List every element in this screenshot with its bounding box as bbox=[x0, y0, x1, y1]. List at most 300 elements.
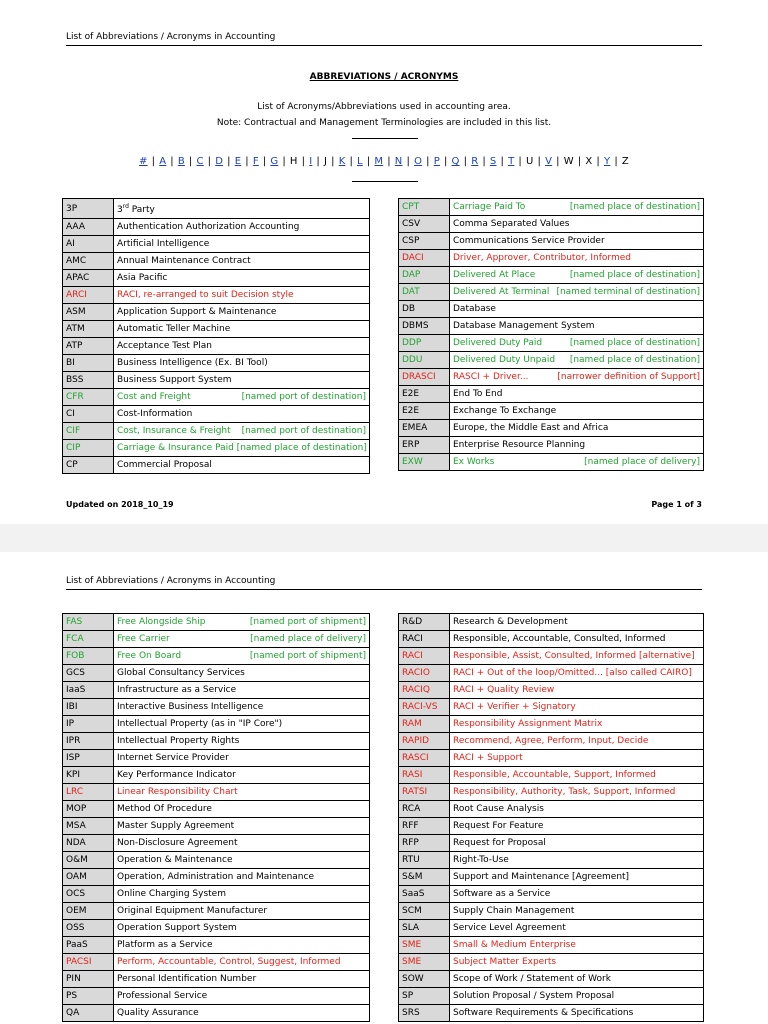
definition-text: Non-Disclosure Agreement bbox=[117, 838, 238, 848]
abbreviation-cell: OSS bbox=[63, 920, 114, 937]
definition-note: [named place of destination] bbox=[569, 270, 700, 280]
table-row bbox=[399, 699, 704, 716]
letter-separator: | bbox=[443, 156, 448, 167]
letter-link-p[interactable]: P bbox=[433, 156, 440, 167]
definition-cell bbox=[450, 937, 704, 954]
table-row bbox=[63, 954, 370, 971]
definition-cell bbox=[450, 971, 704, 988]
table-row bbox=[399, 199, 704, 216]
table-row bbox=[63, 304, 370, 321]
definition-text: Key Performance Indicator bbox=[117, 770, 236, 780]
definition-cell bbox=[114, 631, 370, 648]
table-row bbox=[399, 454, 704, 471]
abbreviation-cell: MSA bbox=[63, 818, 114, 835]
definition-cell bbox=[114, 971, 370, 988]
table-row bbox=[399, 784, 704, 801]
definition-cell bbox=[114, 338, 370, 355]
table-row bbox=[399, 284, 704, 301]
definition-cell bbox=[114, 270, 370, 287]
definition-text: Carriage & Insurance Paid [named place of destination] bbox=[117, 443, 367, 453]
abbreviation-cell: QA bbox=[63, 1005, 114, 1022]
abbreviation-cell: E2E bbox=[399, 403, 450, 420]
table-row bbox=[63, 338, 370, 355]
divider-top bbox=[352, 138, 418, 139]
abbreviation-cell: RACI bbox=[399, 631, 450, 648]
definition-text: Free Carrier bbox=[117, 634, 170, 644]
letter-separator: | bbox=[301, 156, 306, 167]
definition-text: Global Consultancy Services bbox=[117, 668, 245, 678]
definition-text: Perform, Accountable, Control, Suggest, Informed bbox=[117, 957, 341, 967]
definition-note: [named place of delivery] bbox=[584, 457, 700, 467]
definition-text: Responsible, Accountable, Support, Informed bbox=[453, 770, 656, 780]
definition-text: Intellectual Property Rights bbox=[117, 736, 240, 746]
definition-cell bbox=[114, 648, 370, 665]
abbreviation-cell: KPI bbox=[63, 767, 114, 784]
letter-link-g[interactable]: G bbox=[270, 156, 279, 167]
letter-separator: | bbox=[349, 156, 354, 167]
definition-cell bbox=[114, 835, 370, 852]
abbreviation-cell: CFR bbox=[63, 389, 114, 406]
definition-cell bbox=[450, 420, 704, 437]
letter-link-t[interactable]: T bbox=[508, 156, 515, 167]
abbreviation-table-4 bbox=[398, 613, 704, 1022]
definition-text: Original Equipment Manufacturer bbox=[117, 906, 268, 916]
definition-cell bbox=[114, 784, 370, 801]
definition-cell bbox=[114, 767, 370, 784]
abbreviation-cell: EXW bbox=[399, 454, 450, 471]
table-row bbox=[399, 903, 704, 920]
letter-separator: | bbox=[316, 156, 320, 167]
letter-separator: | bbox=[537, 156, 542, 167]
definition-text: Professional Service bbox=[117, 991, 208, 1001]
table-row bbox=[399, 954, 704, 971]
abbreviation-cell: IaaS bbox=[63, 682, 114, 699]
abbreviation-cell: ARCI bbox=[63, 287, 114, 304]
letter-separator: | bbox=[577, 156, 582, 167]
definition-cell bbox=[114, 852, 370, 869]
abbreviation-cell: RACI-VS bbox=[399, 699, 450, 716]
table-row bbox=[63, 937, 370, 954]
definition-text: Solution Proposal / System Proposal bbox=[453, 991, 615, 1001]
definition-text: Database bbox=[453, 304, 496, 314]
letter-separator: | bbox=[406, 156, 411, 167]
definition-cell bbox=[114, 614, 370, 631]
abbreviation-cell: SCM bbox=[399, 903, 450, 920]
table-row bbox=[399, 1005, 704, 1022]
definition-text: Cost-Information bbox=[117, 409, 193, 419]
definition-cell bbox=[450, 648, 704, 665]
table-row bbox=[399, 733, 704, 750]
table-row bbox=[63, 389, 370, 406]
table-row bbox=[399, 369, 704, 386]
letter-separator: | bbox=[282, 156, 286, 167]
table-row bbox=[63, 818, 370, 835]
definition-cell bbox=[114, 801, 370, 818]
table-row bbox=[63, 372, 370, 389]
table-row bbox=[399, 648, 704, 665]
letter-link-e[interactable]: E bbox=[234, 156, 242, 167]
letter-separator: | bbox=[245, 156, 249, 167]
letter-separator: | bbox=[596, 156, 600, 167]
letter-link-n[interactable]: N bbox=[394, 156, 403, 167]
letter-link-y[interactable]: Y bbox=[604, 156, 611, 167]
abbreviation-cell: FAS bbox=[63, 614, 114, 631]
letter-link-x: X bbox=[585, 156, 593, 167]
definition-cell bbox=[114, 440, 370, 457]
definition-cell bbox=[114, 682, 370, 699]
abbreviation-cell: AAA bbox=[63, 219, 114, 236]
table-row bbox=[63, 236, 370, 253]
definition-cell bbox=[114, 406, 370, 423]
letter-separator: | bbox=[556, 156, 560, 167]
table-row bbox=[399, 801, 704, 818]
letter-link-v[interactable]: V bbox=[545, 156, 553, 167]
definition-text: Delivered At Place bbox=[453, 270, 536, 280]
abbreviation-cell: AI bbox=[63, 236, 114, 253]
abbreviation-cell: CIF bbox=[63, 423, 114, 440]
letter-link-u: U bbox=[525, 156, 534, 167]
abbreviation-cell: LRC bbox=[63, 784, 114, 801]
table-row bbox=[399, 767, 704, 784]
definition-text: Commercial Proposal bbox=[117, 460, 212, 470]
definition-text: Infrastructure as a Service bbox=[117, 685, 237, 695]
abbreviation-cell: OCS bbox=[63, 886, 114, 903]
abbreviation-cell: S&M bbox=[399, 869, 450, 886]
definition-cell bbox=[450, 903, 704, 920]
letter-link-s[interactable]: S bbox=[489, 156, 497, 167]
table-row bbox=[399, 971, 704, 988]
letter-separator: | bbox=[463, 156, 468, 167]
definition-text: Driver, Approver, Contributor, Informed bbox=[453, 253, 631, 263]
definition-note: [named port of destination] bbox=[241, 426, 366, 436]
definition-cell bbox=[114, 321, 370, 338]
definition-text: Responsible, Assist, Consulted, Informed [alternative] bbox=[453, 651, 695, 661]
definition-text: Internet Service Provider bbox=[117, 753, 229, 763]
definition-text: Automatic Teller Machine bbox=[117, 324, 231, 334]
letter-separator: | bbox=[518, 156, 522, 167]
abbreviation-cell: RACIQ bbox=[399, 682, 450, 699]
abbreviation-cell: DAT bbox=[399, 284, 450, 301]
table-row bbox=[63, 699, 370, 716]
abbreviation-cell: AMC bbox=[63, 253, 114, 270]
abbreviation-cell: 3P bbox=[63, 199, 114, 219]
letter-link-r[interactable]: R bbox=[471, 156, 479, 167]
definition-cell bbox=[114, 665, 370, 682]
abbreviation-table-2 bbox=[398, 198, 704, 471]
definition-text: Delivered Duty Paid bbox=[453, 338, 543, 348]
abbreviation-cell: PS bbox=[63, 988, 114, 1005]
letter-link-d[interactable]: D bbox=[215, 156, 224, 167]
letter-link-c[interactable]: C bbox=[196, 156, 204, 167]
definition-cell bbox=[450, 335, 704, 352]
definition-text: RACI + Quality Review bbox=[453, 685, 555, 695]
definition-cell bbox=[114, 920, 370, 937]
abbreviation-cell: RAPID bbox=[399, 733, 450, 750]
definition-text: Personal Identification Number bbox=[117, 974, 257, 984]
table-row bbox=[63, 665, 370, 682]
letter-link-i[interactable]: I bbox=[309, 156, 313, 167]
table-row bbox=[63, 355, 370, 372]
definition-cell bbox=[450, 250, 704, 267]
abbreviation-cell: PaaS bbox=[63, 937, 114, 954]
definition-cell bbox=[450, 454, 704, 471]
definition-cell bbox=[114, 304, 370, 321]
definition-text: Database Management System bbox=[453, 321, 595, 331]
definition-cell bbox=[450, 233, 704, 250]
letter-link-o[interactable]: O bbox=[414, 156, 423, 167]
letter-separator: | bbox=[387, 156, 391, 167]
definition-text: Authentication Authorization Accounting bbox=[117, 222, 300, 232]
table-row bbox=[399, 352, 704, 369]
abbreviation-cell: RFP bbox=[399, 835, 450, 852]
letter-separator: | bbox=[262, 156, 267, 167]
definition-text: Acceptance Test Plan bbox=[117, 341, 212, 351]
definition-cell bbox=[450, 403, 704, 420]
definition-cell bbox=[114, 869, 370, 886]
table-row bbox=[63, 835, 370, 852]
definition-note: [named terminal of destination] bbox=[556, 287, 700, 297]
abbreviation-cell: DDU bbox=[399, 352, 450, 369]
definition-text: Responsibility Assignment Matrix bbox=[453, 719, 603, 729]
table-row bbox=[63, 988, 370, 1005]
table-row bbox=[399, 386, 704, 403]
definition-text: Software Requirements & Specifications bbox=[453, 1008, 634, 1018]
table-row bbox=[399, 403, 704, 420]
abbreviation-cell: DBMS bbox=[399, 318, 450, 335]
table-row bbox=[63, 270, 370, 287]
abbreviation-cell: RFF bbox=[399, 818, 450, 835]
table-row bbox=[63, 903, 370, 920]
abbreviation-cell: EMEA bbox=[399, 420, 450, 437]
abbreviation-cell: OEM bbox=[63, 903, 114, 920]
intro-text bbox=[0, 99, 768, 131]
definition-text: Online Charging System bbox=[117, 889, 226, 899]
abbreviation-cell: DDP bbox=[399, 335, 450, 352]
table-row bbox=[63, 733, 370, 750]
definition-note: [narrower definition of Support] bbox=[557, 372, 700, 382]
definition-cell bbox=[114, 903, 370, 920]
definition-text: Annual Maintenance Contract bbox=[117, 256, 251, 266]
definition-cell bbox=[114, 457, 370, 474]
table-row bbox=[63, 767, 370, 784]
definition-cell bbox=[114, 1005, 370, 1022]
definition-cell bbox=[450, 216, 704, 233]
table-row bbox=[63, 457, 370, 474]
abbreviation-cell: BSS bbox=[63, 372, 114, 389]
table-row bbox=[399, 420, 704, 437]
definition-text: End To End bbox=[453, 389, 503, 399]
definition-cell bbox=[450, 733, 704, 750]
definition-text: Master Supply Agreement bbox=[117, 821, 235, 831]
definition-cell bbox=[450, 886, 704, 903]
table-row bbox=[63, 614, 370, 631]
abbreviation-cell: OAM bbox=[63, 869, 114, 886]
definition-cell bbox=[450, 665, 704, 682]
definition-cell bbox=[450, 818, 704, 835]
abbreviation-cell: ISP bbox=[63, 750, 114, 767]
letter-separator: | bbox=[482, 156, 486, 167]
abbreviation-cell: RTU bbox=[399, 852, 450, 869]
abbreviation-cell: NDA bbox=[63, 835, 114, 852]
definition-cell bbox=[450, 716, 704, 733]
abbreviation-cell: PACSI bbox=[63, 954, 114, 971]
definition-cell bbox=[450, 437, 704, 454]
letter-link-q[interactable]: Q bbox=[451, 156, 460, 167]
page-header: List of Abbreviations / Acronyms in Accounting bbox=[66, 32, 702, 46]
document-title: ABBREVIATIONS / ACRONYMS bbox=[309, 72, 459, 82]
definition-text: Recommend, Agree, Perform, Input, Decide bbox=[453, 736, 649, 746]
definition-text: Interactive Business Intelligence bbox=[117, 702, 264, 712]
table-row bbox=[399, 250, 704, 267]
abbreviation-cell: MOP bbox=[63, 801, 114, 818]
table-row bbox=[399, 318, 704, 335]
table-row bbox=[63, 253, 370, 270]
definition-cell bbox=[450, 369, 704, 386]
letter-link-hash[interactable]: # bbox=[139, 156, 148, 167]
abbreviation-cell: FOB bbox=[63, 648, 114, 665]
definition-cell bbox=[114, 988, 370, 1005]
table-row bbox=[63, 423, 370, 440]
abbreviation-cell: ASM bbox=[63, 304, 114, 321]
definition-text: Software as a Service bbox=[453, 889, 551, 899]
letter-separator: | bbox=[366, 156, 371, 167]
definition-text: Artificial Intelligence bbox=[117, 239, 210, 249]
definition-text: Right-To-Use bbox=[453, 855, 509, 865]
letter-separator: | bbox=[426, 156, 430, 167]
definition-text: Exchange To Exchange bbox=[453, 406, 557, 416]
definition-text: Platform as a Service bbox=[117, 940, 213, 950]
table-row bbox=[399, 920, 704, 937]
definition-text: Scope of Work / Statement of Work bbox=[453, 974, 611, 984]
definition-cell bbox=[114, 219, 370, 236]
definition-text: Communications Service Provider bbox=[453, 236, 605, 246]
letter-link-w: W bbox=[563, 156, 574, 167]
definition-text: Operation & Maintenance bbox=[117, 855, 233, 865]
definition-text: Root Cause Analysis bbox=[453, 804, 544, 814]
definition-note: [named place of delivery] bbox=[250, 634, 366, 644]
definition-note: [named port of shipment] bbox=[249, 617, 366, 627]
letter-link-b[interactable]: B bbox=[177, 156, 185, 167]
abbreviation-cell: CP bbox=[63, 457, 114, 474]
letter-link-k[interactable]: K bbox=[338, 156, 346, 167]
letter-link-a[interactable]: A bbox=[159, 156, 167, 167]
definition-text: RACI + Out of the loop/Omitted... [also called CAIRO] bbox=[453, 668, 692, 678]
definition-cell bbox=[114, 699, 370, 716]
definition-cell bbox=[114, 954, 370, 971]
definition-text: Free On Board bbox=[117, 651, 182, 661]
definition-cell bbox=[450, 318, 704, 335]
abbreviation-cell: DRASCI bbox=[399, 369, 450, 386]
letter-link-f[interactable]: F bbox=[252, 156, 259, 167]
abbreviation-cell: PIN bbox=[63, 971, 114, 988]
definition-cell bbox=[450, 767, 704, 784]
letter-separator: | bbox=[500, 156, 505, 167]
table-row bbox=[399, 216, 704, 233]
updated-date: Updated on 2018_10_19 bbox=[66, 500, 174, 509]
abbreviation-cell: IP bbox=[63, 716, 114, 733]
abbreviation-cell: SP bbox=[399, 988, 450, 1005]
definition-cell bbox=[450, 920, 704, 937]
definition-text: Delivered Duty Unpaid bbox=[453, 355, 556, 365]
table-row bbox=[399, 937, 704, 954]
definition-text: Free Alongside Ship bbox=[117, 617, 206, 627]
abbreviation-cell: RASI bbox=[399, 767, 450, 784]
abbreviation-cell: RACI bbox=[399, 648, 450, 665]
abbreviation-cell: RACIO bbox=[399, 665, 450, 682]
abbreviation-cell: SME bbox=[399, 954, 450, 971]
letter-link-l[interactable]: L bbox=[357, 156, 363, 167]
table-row bbox=[399, 835, 704, 852]
table-row bbox=[399, 335, 704, 352]
definition-cell bbox=[450, 267, 704, 284]
definition-cell bbox=[450, 631, 704, 648]
definition-cell bbox=[114, 750, 370, 767]
letter-link-m[interactable]: M bbox=[374, 156, 384, 167]
definition-text: Operation Support System bbox=[117, 923, 237, 933]
abbreviation-cell: RAM bbox=[399, 716, 450, 733]
definition-text: Europe, the Middle East and Africa bbox=[453, 423, 609, 433]
table-row bbox=[399, 614, 704, 631]
definition-cell bbox=[450, 1005, 704, 1022]
definition-note: [named place of destination] bbox=[569, 338, 700, 348]
definition-cell bbox=[450, 284, 704, 301]
divider-bottom bbox=[352, 181, 418, 182]
letter-link-j: J bbox=[323, 156, 328, 167]
definition-note: [named place of destination] bbox=[569, 202, 700, 212]
definition-cell bbox=[114, 355, 370, 372]
definition-text: Service Level Agreement bbox=[453, 923, 566, 933]
definition-text: Delivered At Terminal bbox=[453, 287, 550, 297]
table-row bbox=[63, 321, 370, 338]
definition-text: Support and Maintenance [Agreement] bbox=[453, 872, 630, 882]
definition-text: Responsibility, Authority, Task, Support, Informed bbox=[453, 787, 676, 797]
definition-text: Cost and Freight bbox=[117, 392, 191, 402]
definition-cell bbox=[450, 988, 704, 1005]
definition-cell: 3rd Party bbox=[114, 199, 370, 219]
table-row bbox=[63, 406, 370, 423]
abbreviation-cell: SLA bbox=[399, 920, 450, 937]
definition-text: RACI + Support bbox=[453, 753, 523, 763]
definition-note: [named port of shipment] bbox=[249, 651, 366, 661]
letter-separator: | bbox=[614, 156, 618, 167]
abbreviation-cell: R&D bbox=[399, 614, 450, 631]
abbreviation-cell: CPT bbox=[399, 199, 450, 216]
intro-line-1: List of Acronyms/Abbreviations used in accounting area. bbox=[257, 102, 511, 112]
letter-separator: | bbox=[170, 156, 174, 167]
page-footer bbox=[66, 500, 702, 509]
letter-separator: | bbox=[188, 156, 193, 167]
table-row bbox=[399, 886, 704, 903]
table-row bbox=[399, 682, 704, 699]
table-row bbox=[399, 869, 704, 886]
definition-text: Request for Proposal bbox=[453, 838, 546, 848]
definition-text: Method Of Procedure bbox=[117, 804, 212, 814]
table-row bbox=[399, 750, 704, 767]
table-row bbox=[63, 801, 370, 818]
definition-text: RACI, re-arranged to suit Decision style bbox=[117, 290, 294, 300]
definition-cell bbox=[450, 801, 704, 818]
definition-text: Carriage Paid To bbox=[453, 202, 526, 212]
definition-text: Cost, Insurance & Freight bbox=[117, 426, 231, 436]
definition-cell bbox=[114, 716, 370, 733]
abbreviation-cell: SOW bbox=[399, 971, 450, 988]
definition-text: RASCI + Driver... bbox=[453, 372, 529, 382]
table-row bbox=[399, 631, 704, 648]
abbreviation-table-3 bbox=[62, 613, 370, 1022]
definition-text: Ex Works bbox=[453, 457, 495, 467]
table-row bbox=[399, 818, 704, 835]
abbreviation-cell: IBI bbox=[63, 699, 114, 716]
